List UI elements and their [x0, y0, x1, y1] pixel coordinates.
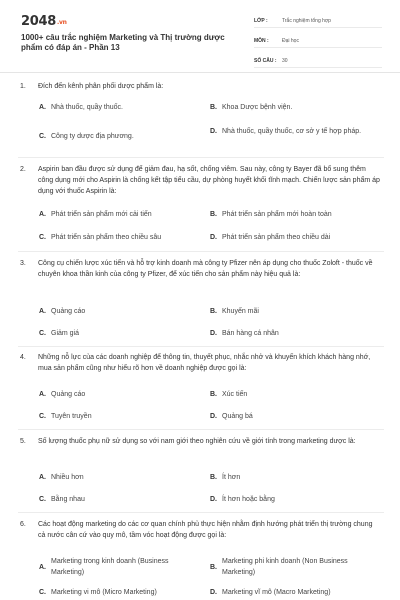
question-divider [18, 251, 384, 252]
option-letter: B. [210, 391, 217, 398]
site-logo[interactable] [21, 14, 67, 29]
option-text: Khoa Dược bệnh viện. [222, 104, 293, 111]
meta-label: MÔN : [254, 37, 269, 44]
option-d[interactable] [210, 126, 380, 137]
document-title: 1000+ câu trắc nghiệm Marketing và Thị trường dược phẩm có đáp án - Phần 13 [21, 33, 225, 52]
option-text: Phát triển sản phẩm mới cải tiến [51, 211, 152, 218]
option-letter: B. [210, 308, 217, 315]
option-letter: C. [39, 589, 46, 596]
option-a[interactable] [39, 472, 199, 483]
option-text: Quảng bá [222, 413, 253, 420]
meta-row-count [254, 54, 382, 68]
option-text: Nhiều hơn [51, 474, 84, 481]
option-letter: D. [210, 496, 217, 503]
option-letter: D. [210, 234, 217, 241]
option-c[interactable] [39, 131, 199, 142]
option-letter: B. [210, 563, 217, 571]
option-letter: B. [210, 211, 217, 218]
option-letter: A. [39, 391, 46, 398]
meta-info-box [254, 14, 382, 74]
option-a[interactable] [39, 209, 199, 220]
option-letter: A. [39, 211, 46, 218]
option-b[interactable] [210, 306, 380, 317]
question-number: 5. [20, 438, 26, 445]
option-text: Nhà thuốc, quầy thuốc, cơ sở y tế hợp pháp. [222, 128, 362, 135]
meta-value: Đại học [282, 37, 299, 44]
option-text: Marketing phi kinh doanh (Non Business Marketing) [222, 558, 348, 576]
option-d[interactable] [210, 411, 380, 422]
option-letter: C. [39, 330, 46, 337]
option-text: Quảng cáo [51, 391, 86, 398]
option-c[interactable] [39, 232, 199, 243]
meta-label: LỚP : [254, 17, 268, 24]
meta-value: Trắc nghiệm tổng hợp [282, 17, 331, 24]
question-divider [18, 157, 384, 158]
option-text: Ít hơn [222, 474, 241, 481]
option-a[interactable] [39, 556, 199, 578]
option-letter: D. [210, 413, 217, 420]
question-divider [18, 429, 384, 430]
option-c[interactable] [39, 494, 199, 505]
option-text: Quảng cáo [51, 308, 86, 315]
meta-label: SỐ CÂU : [254, 57, 277, 64]
option-a[interactable] [39, 389, 199, 400]
question-4 [20, 352, 380, 374]
option-letter: D. [210, 128, 217, 135]
question-text: Các hoạt động marketing do các cơ quan chính phủ thực hiện nhằm định hướng phát triển thị trường chung cả nước cân cứ vào quy mô, tầm vóc hoạt động được gọi là: [38, 521, 373, 539]
question-number: 3. [20, 260, 26, 267]
option-text: Marketing vĩ mô (Macro Marketing) [222, 589, 331, 596]
option-text: Phát triển sản phẩm theo chiều dài [222, 234, 331, 241]
option-text: Khuyến mãi [222, 308, 259, 315]
question-text: Công cụ chiến lược xúc tiến và hỗ trợ kinh doanh mà công ty Pfizer nên áp dụng cho thuốc Zoloft - thuốc về chuyên khoa thần kinh của công ty Pfizer, để xúc tiến cho sản phẩm này hiệu quả là: [38, 260, 373, 278]
option-b[interactable] [210, 102, 380, 113]
option-text: Công ty dược địa phương. [51, 133, 134, 140]
option-letter: A. [39, 104, 46, 111]
option-letter: D. [210, 330, 217, 337]
question-number: 4. [20, 354, 26, 361]
option-letter: C. [39, 413, 46, 420]
logo-text: 2048 [21, 14, 56, 29]
question-number: 6. [20, 521, 26, 528]
question-number: 1. [20, 83, 26, 90]
option-a[interactable] [39, 102, 199, 113]
option-text: Phát triển sản phẩm mới hoàn toàn [222, 211, 332, 218]
option-letter: B. [210, 474, 217, 481]
option-text: Xúc tiến [222, 391, 248, 398]
option-text: Bán hàng cá nhân [222, 330, 279, 337]
document-header [0, 0, 400, 73]
option-text: Bằng nhau [51, 496, 85, 503]
question-3 [20, 258, 380, 280]
option-text: Tuyên truyền [51, 413, 92, 420]
option-letter: B. [210, 104, 217, 111]
option-c[interactable] [39, 587, 199, 598]
question-text: Đích đến kênh phân phối dược phẩm là: [38, 83, 164, 90]
option-text: Giảm giá [51, 330, 80, 337]
question-divider [18, 512, 384, 513]
option-b[interactable] [210, 389, 380, 400]
question-divider [18, 346, 384, 347]
meta-value: 30 [282, 57, 288, 64]
option-letter: C. [39, 496, 46, 503]
option-text: Marketing vi mô (Micro Marketing) [51, 589, 157, 596]
option-d[interactable] [210, 232, 380, 243]
question-2 [20, 164, 380, 197]
meta-row-class [254, 14, 382, 28]
option-text: Ít hơn hoặc bằng [222, 496, 275, 503]
option-b[interactable] [210, 209, 380, 220]
option-c[interactable] [39, 328, 199, 339]
question-text: Số lượng thuốc phụ nữ sử dụng so với nam giới theo nghiên cứu về giới tính trong marketing dược là: [38, 438, 356, 445]
option-text: Marketing trong kinh doanh (Business Marketing) [51, 558, 169, 576]
option-letter: C. [39, 133, 46, 140]
option-text: Phát triển sản phẩm theo chiều sâu [51, 234, 162, 241]
option-d[interactable] [210, 328, 380, 339]
question-text: Aspirin ban đầu được sử dụng để giảm đau, hạ sốt, chống viêm. Sau này, công ty Bayer đã bổ sung thêm công dụng mới cho Aspirin là chống kết tập tiểu cầu, dự phòng huyết khối tĩnh mạch. Chiến lược sản phẩm áp dụng với thuốc Aspirin là: [38, 166, 380, 195]
option-d[interactable] [210, 587, 380, 598]
question-6 [20, 519, 380, 541]
question-5 [20, 436, 380, 447]
question-number: 2. [20, 166, 26, 173]
option-b[interactable] [210, 556, 380, 578]
logo-domain: .vn [56, 19, 67, 26]
question-1 [20, 81, 380, 92]
meta-row-subject [254, 34, 382, 48]
option-letter: D. [210, 589, 217, 596]
option-letter: A. [39, 563, 46, 571]
question-text: Những nỗ lực của các doanh nghiệp để thông tin, thuyết phục, nhắc nhở và khuyến khích khách hàng nhớ, mua sản phẩm cũng như hiểu rõ hơn về doanh nghiệp được gọi là: [38, 354, 371, 372]
option-letter: A. [39, 308, 46, 315]
option-b[interactable] [210, 472, 380, 483]
option-c[interactable] [39, 411, 199, 422]
option-a[interactable] [39, 306, 199, 317]
option-d[interactable] [210, 494, 380, 505]
option-text: Nhà thuốc, quầy thuốc. [51, 104, 123, 111]
option-letter: C. [39, 234, 46, 241]
option-letter: A. [39, 474, 46, 481]
